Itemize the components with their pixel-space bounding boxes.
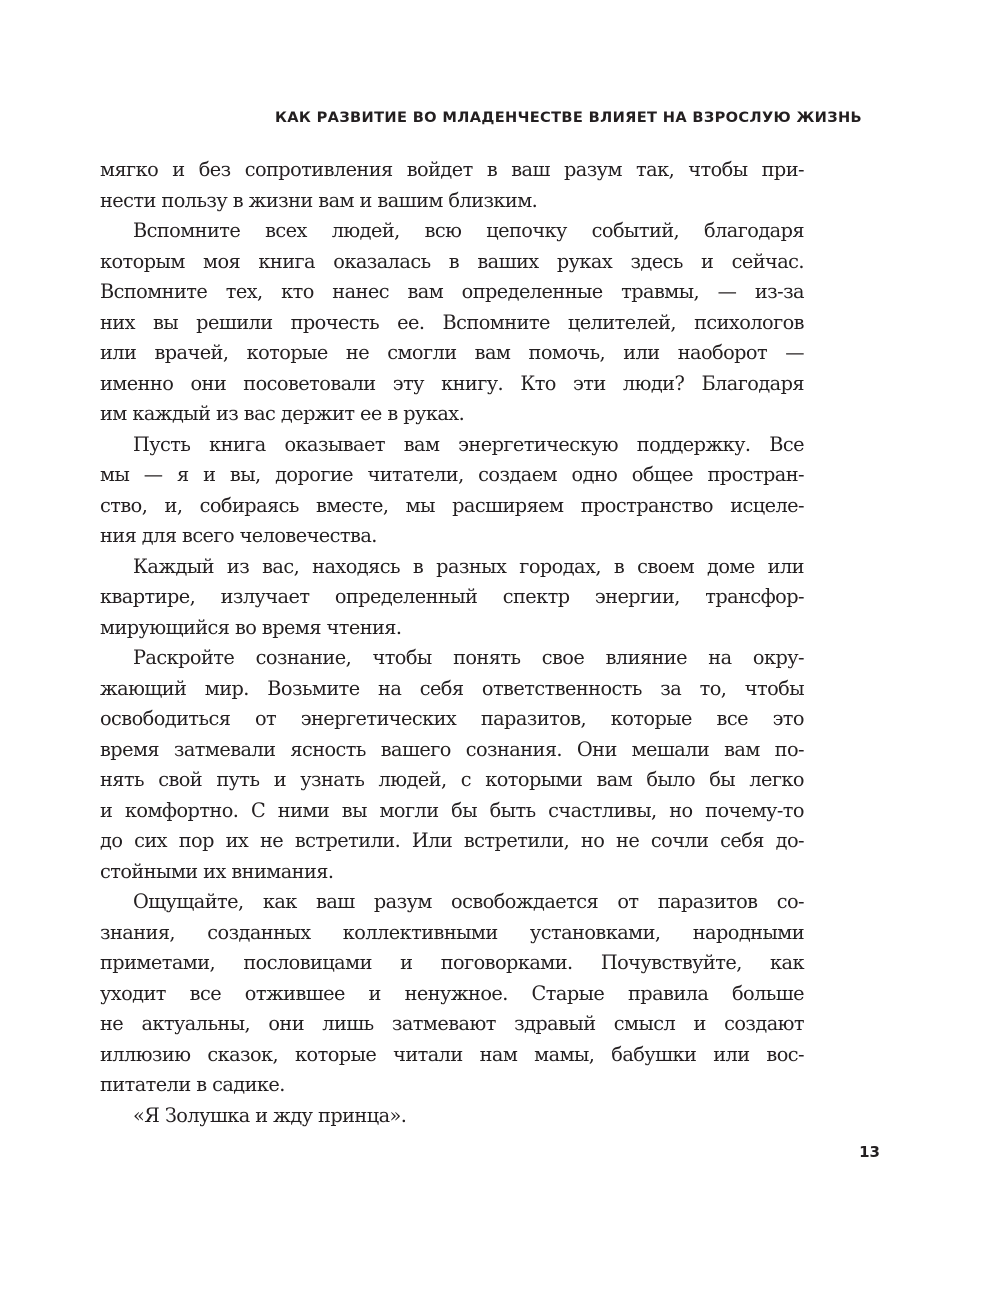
- text-line: не актуальны, они лишь затмевают здравый смысл и создают: [100, 1012, 804, 1035]
- text-line: Пусть книга оказывает вам энергетическую поддержку. Все: [133, 432, 804, 456]
- text-line: или врачей, которые не смогли вам помочь, или наоборот —: [100, 341, 804, 364]
- text-line: именно они посоветовали эту книгу. Кто эти люди? Благодаря: [100, 371, 804, 395]
- text-line: знания, созданных коллективными установками, народными: [100, 920, 804, 944]
- text-line: Вспомните тех, кто нанес вам определенные травмы, — из-за: [100, 280, 804, 303]
- text-line: мирующийся во время чтения.: [100, 615, 402, 639]
- text-line: питатели в садике.: [100, 1073, 285, 1096]
- text-line: иллюзию сказок, которые читали нам мамы, бабушки или вос-: [100, 1042, 804, 1066]
- text-line: освободиться от энергетических паразитов, которые все это: [100, 707, 804, 730]
- text-line: время затмевали ясность вашего сознания. Они мешали вам по-: [100, 737, 804, 761]
- text-line: мягко и без сопротивления войдет в ваш разум так, чтобы при-: [100, 158, 804, 181]
- text-line: нять свой путь и узнать людей, с которыми вам было бы легко: [100, 768, 804, 791]
- text-line: «Я Золушка и жду принца».: [133, 1103, 407, 1127]
- text-line: уходит все отжившее и ненужное. Старые правила больше: [100, 981, 804, 1005]
- text-line: квартире, излучает определенный спектр энергии, трансфор-: [100, 585, 804, 608]
- text-line: Ощущайте, как ваш разум освобождается от паразитов со-: [133, 890, 804, 913]
- text-line: мы — я и вы, дорогие читатели, создаем одно общее простран-: [100, 463, 804, 486]
- text-line: жающий мир. Возьмите на себя ответственность за то, чтобы: [100, 676, 804, 700]
- running-header: КАК РАЗВИТИЕ ВО МЛАДЕНЧЕСТВЕ ВЛИЯЕТ НА ВЗРОСЛУЮ ЖИЗНЬ: [275, 109, 862, 126]
- text-line: ство, и, собираясь вместе, мы расширяем пространство исцеле-: [100, 493, 804, 517]
- text-line: им каждый из вас держит ее в руках.: [100, 402, 465, 425]
- text-line: нести пользу в жизни вам и вашим близким.: [100, 188, 538, 212]
- text-line: приметами, пословицами и поговорками. Почувствуйте, как: [100, 951, 804, 974]
- text-line: ния для всего человечества.: [100, 524, 377, 547]
- text-line: стойными их внимания.: [100, 859, 334, 883]
- text-line: Раскройте сознание, чтобы понять свое влияние на окру-: [133, 646, 804, 669]
- page-number: 13: [859, 1143, 880, 1161]
- text-line: до сих пор их не встретили. Или встретили, но не сочли себя до-: [100, 829, 804, 852]
- text-line: Вспомните всех людей, всю цепочку событий, благодаря: [133, 219, 804, 242]
- text-line: которым моя книга оказалась в ваших руках здесь и сейчас.: [100, 249, 804, 273]
- text-line: Каждый из вас, находясь в разных городах, в своем доме или: [133, 554, 804, 578]
- text-line: них вы решили прочесть ее. Вспомните целителей, психологов: [100, 310, 804, 334]
- text-line: и комфортно. С ними вы могли бы быть счастливы, но почему-то: [100, 798, 804, 822]
- body-text: [100, 155, 804, 1131]
